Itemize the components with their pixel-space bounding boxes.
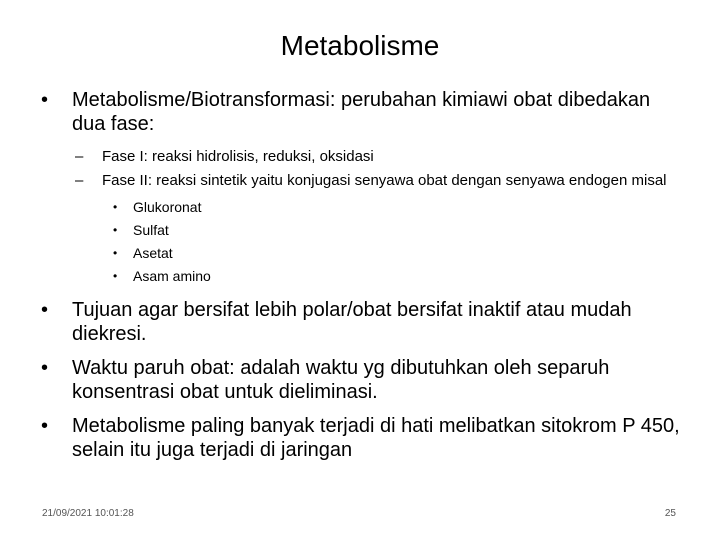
bullet-dot-icon: • [41,357,49,379]
sub-sub-list [0,196,720,288]
list-item [0,242,720,265]
list-item [0,196,720,219]
footer-date: 21/09/2021 10:01:28 [42,508,134,519]
list-item-text: Asam amino [133,268,211,284]
list-item-text: Sulfat [133,222,169,238]
list-item [0,265,720,288]
bullet-dot-icon: • [113,223,118,237]
bullet-text: Waktu paruh obat: adalah waktu yg dibutuhkan oleh separuh konsentrasi obat untuk dieliminasi. [72,357,610,403]
bullet-metabolism [0,88,720,136]
slide-title: Metabolisme [280,30,440,61]
list-item [0,219,720,242]
bullet-dot-icon: • [41,299,49,321]
bullet-dot-icon: • [113,246,118,260]
list-item-text: Glukoronat [133,199,202,215]
dash-icon: – [75,148,84,165]
bullet-dot-icon: • [41,89,49,111]
bullet-dot-icon: • [113,269,118,283]
sub-bullet-text: Fase I: reaksi hidrolisis, reduksi, oksidasi [102,148,374,165]
bullet-text: Tujuan agar bersifat lebih polar/obat bersifat inaktif atau mudah diekresi. [72,299,632,345]
page-number: 25 [664,508,676,519]
bullet-half-life [0,356,720,404]
bullet-text: Metabolisme/Biotransformasi: perubahan kimiawi obat dibedakan dua fase: [72,89,651,135]
dash-icon: – [75,172,84,189]
sub-bullet-phase-2 [0,170,720,192]
bullet-purpose [0,298,720,346]
bullet-dot-icon: • [41,415,49,437]
sub-bullet-phase-1 [0,146,720,168]
bullet-text: Metabolisme paling banyak terjadi di hati melibatkan sitokrom P 450, selain itu juga terjadi di jaringan [72,415,680,461]
list-item-text: Asetat [133,245,173,261]
slide-content [0,88,720,472]
sub-bullet-text: Fase II: reaksi sintetik yaitu konjugasi senyawa obat dengan senyawa endogen misal [102,172,667,189]
bullet-dot-icon: • [113,200,118,214]
bullet-location [0,414,720,462]
